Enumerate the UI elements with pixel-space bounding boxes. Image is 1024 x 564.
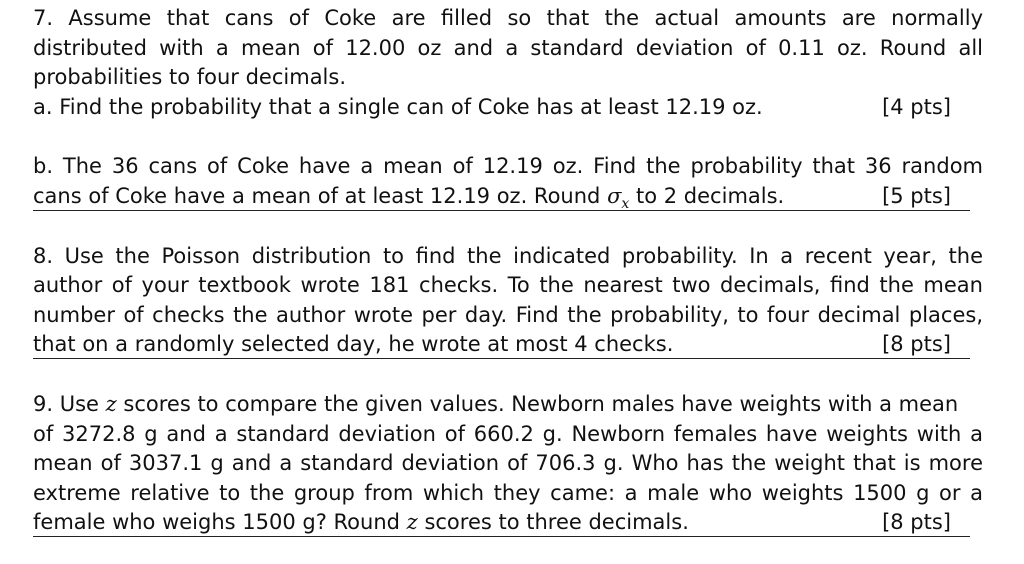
q9-line-3: mean of 3037.1 g and a standard deviation of 706.3 g. Who has the weight that is more [33, 451, 983, 476]
z-symbol-2: z [406, 510, 418, 535]
q9-line-1 [33, 390, 983, 420]
q9-line-1-pre: 9. Use [33, 391, 99, 416]
z-symbol-1: z [105, 391, 117, 416]
question-9 [33, 390, 983, 538]
q9-line-1-post: scores to compare the given values. Newborn males have weights with a mean [123, 391, 959, 416]
q7a-text: a. Find the probability that a single can of Coke has at least 12.19 oz. [33, 94, 763, 119]
q8-line-1: 8. Use the Poisson distribution to find the indicated probability. In a recent year, the [33, 243, 983, 268]
sigma-subscript: x [621, 195, 630, 212]
q7b-line-2 [33, 182, 983, 212]
q7b-points: [5 pts] [882, 183, 951, 208]
q8-line-4-text: that on a randomly selected day, he wrote at most 4 checks. [33, 332, 674, 357]
q7a-line [33, 93, 983, 123]
q8-line-4 [33, 330, 983, 360]
q9-line-2: of 3272.8 g and a standard deviation of 660.2 g. Newborn females have weights with a [33, 421, 983, 446]
q7b-line-2-post: to 2 decimals. [636, 183, 785, 208]
q8-line-2: author of your textbook wrote 181 checks. To the nearest two decimals, find the mean [33, 273, 983, 298]
worksheet-page [33, 4, 983, 538]
separator-rule-q8 [33, 358, 970, 359]
q7b-line-1: b. The 36 cans of Coke have a mean of 12.19 oz. Find the probability that 36 random [33, 154, 983, 179]
question-7 [33, 4, 983, 212]
q9-points: [8 pts] [882, 510, 951, 535]
q9-line-5-post: scores to three decimals. [424, 510, 689, 535]
q9-line-5 [33, 508, 983, 538]
separator-rule-q9 [33, 536, 970, 537]
q7-line-3: probabilities to four decimals. [33, 65, 347, 90]
q7-line-2: distributed with a mean of 12.00 oz and a standard deviation of 0.11 oz. Round all [33, 35, 983, 60]
q7-line-1: 7. Assume that cans of Coke are filled so that the actual amounts are normally [33, 6, 983, 30]
q8-line-3: number of checks the author wrote per day. Find the probability, to four decimal places, [33, 302, 983, 327]
q7a-points: [4 pts] [882, 94, 951, 119]
q8-points: [8 pts] [882, 332, 951, 357]
question-8 [33, 242, 983, 360]
q9-line-4: extreme relative to the group from which they came: a male who weights 1500 g or a [33, 480, 983, 505]
separator-rule-q7 [33, 210, 970, 211]
q7b-line-2-pre: cans of Coke have a mean of at least 12.19 oz. Round [33, 183, 601, 208]
q9-line-5-pre: female who weighs 1500 g? Round [33, 510, 400, 535]
sigma-symbol: σ [607, 183, 622, 208]
